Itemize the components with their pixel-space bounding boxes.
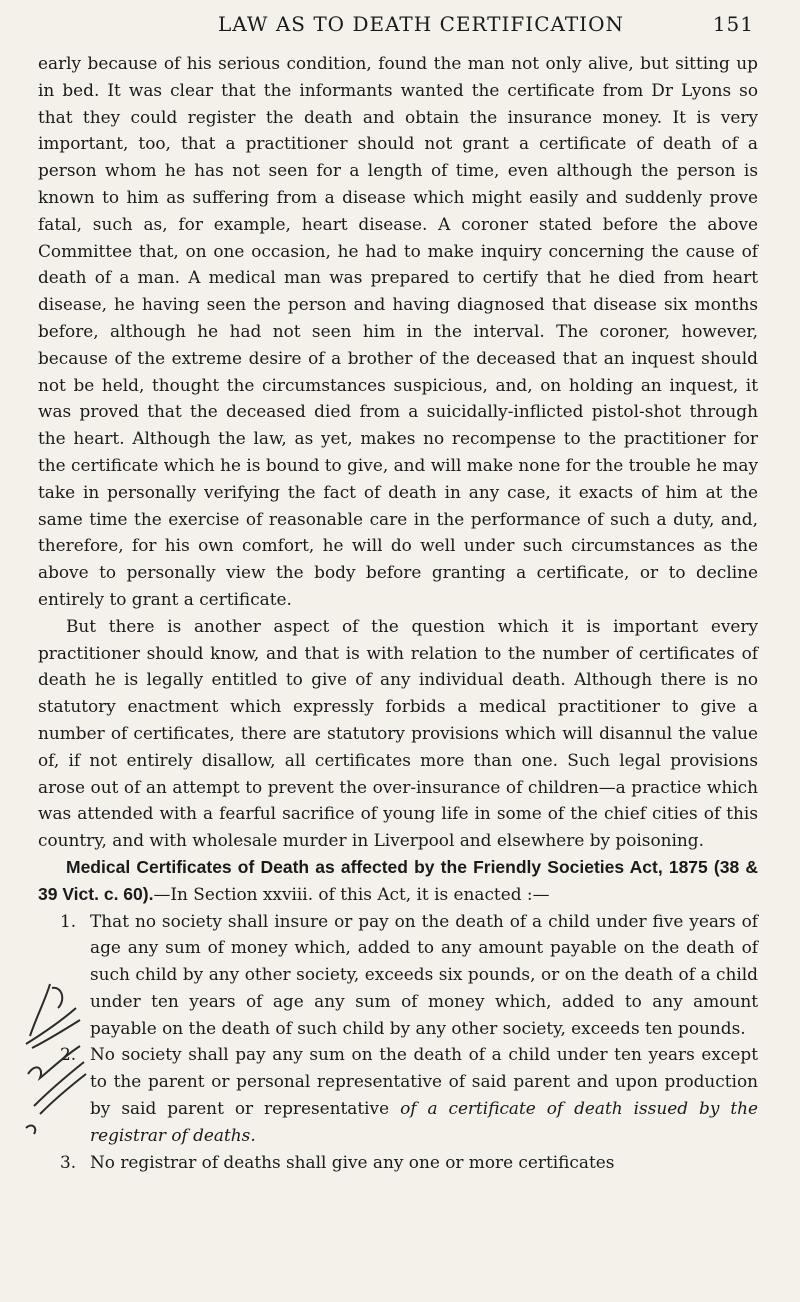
list-item bbox=[38, 1149, 758, 1176]
section-heading: Medical Certificates of Death as affected by the Friendly Societies Act, 1875 (38 & 39 Vict. c. 60). bbox=[38, 856, 758, 904]
running-header bbox=[88, 12, 754, 42]
list-item-italic: of a certificate of death issued by the registrar of deaths. bbox=[90, 1098, 758, 1145]
annotation-stroke bbox=[34, 1062, 86, 1114]
handwritten-annotation bbox=[22, 978, 92, 1138]
list-item-number: 2. bbox=[60, 1044, 77, 1065]
list-item-number: 3. bbox=[60, 1151, 77, 1172]
annotation-stroke bbox=[30, 984, 62, 1036]
list-item-text: That no society shall insure or pay on the death of a child under five years of age any sum of money which, added to any amount payable on the death of such child by any other society, exceeds six pounds, or on the death of a child under ten years of age any sum of money which, added to any amount payable on the death of such child by any other society, exceeds ten pounds. bbox=[90, 910, 758, 1038]
list-item-text: No society shall pay any sum on the death of a child under ten years except to the parent or personal representative of said parent and upon production by said parent or representative bbox=[90, 1044, 758, 1119]
section-intro: —In Section xxviii. of this Act, it is enacted :— bbox=[153, 883, 550, 904]
enactment-list bbox=[38, 908, 758, 1176]
list-item bbox=[38, 1041, 758, 1148]
annotation-stroke bbox=[26, 1126, 35, 1134]
page-body bbox=[38, 50, 758, 1175]
list-item-number: 1. bbox=[60, 910, 77, 931]
page-number: 151 bbox=[712, 12, 754, 36]
annotation-stroke bbox=[28, 1046, 80, 1078]
list-item bbox=[38, 908, 758, 1042]
paragraph-1: early because of his serious condition, found the man not only alive, but sitting up in bed. It was clear that the informants wanted the certificate from Dr Lyons so that they could register the death and obtain the insurance money. It is very important, too, that a practitioner should not grant a certificate of death of a person whom he has not seen for a length of time, even although the person is known to him as suffering from a disease which might easily and suddenly prove fatal, such as, for example, heart disease. A coroner stated before the above Committee that, on one occasion, he had to make inquiry concerning the cause of death of a man. A medical man was prepared to certify that he died from heart disease, he having seen the person and having diagnosed that disease six months before, although he had not seen him in the interval. The coroner, however, because of the extreme desire of a brother of the deceased that an inquest should not be held, thought the circumstances suspicious, and, on holding an inquest, it was proved that the deceased died from a suicidally-inflicted pistol-shot through the heart. Although the law, as yet, makes no recompense to the practitioner for the certificate which he is bound to give, and will make none for the trouble he may take in personally verifying the fact of death in any case, it exacts of him at the same time the exercise of reasonable care in the performance of such a duty, and, therefore, for his own comfort, he will do well under such circumstances as the above to personally view the body before granting a certificate, or to decline entirely to grant a certificate. bbox=[38, 53, 758, 609]
annotation-stroke bbox=[26, 1008, 80, 1048]
running-title: LAW AS TO DEATH CERTIFICATION bbox=[218, 12, 624, 36]
section-paragraph bbox=[38, 854, 758, 908]
list-item-text: No registrar of deaths shall give any one or more certificates bbox=[90, 1151, 615, 1172]
paragraph-2: But there is another aspect of the question which it is important every practitioner should know, and that is with relation to the number of certificates of death he is legally entitled to give of any individual death. Although there is no statutory enactment which expressly forbids a medical practitioner to give a number of certificates, there are statutory provisions which will disannul the value of, if not entirely disallow, all certificates more than one. Such legal provisions arose out of an attempt to prevent the over-insurance of children—a practice which was attended with a fearful sacrifice of young life in some of the chief cities of this country, and with wholesale murder in Liverpool and elsewhere by poisoning. bbox=[38, 615, 758, 851]
